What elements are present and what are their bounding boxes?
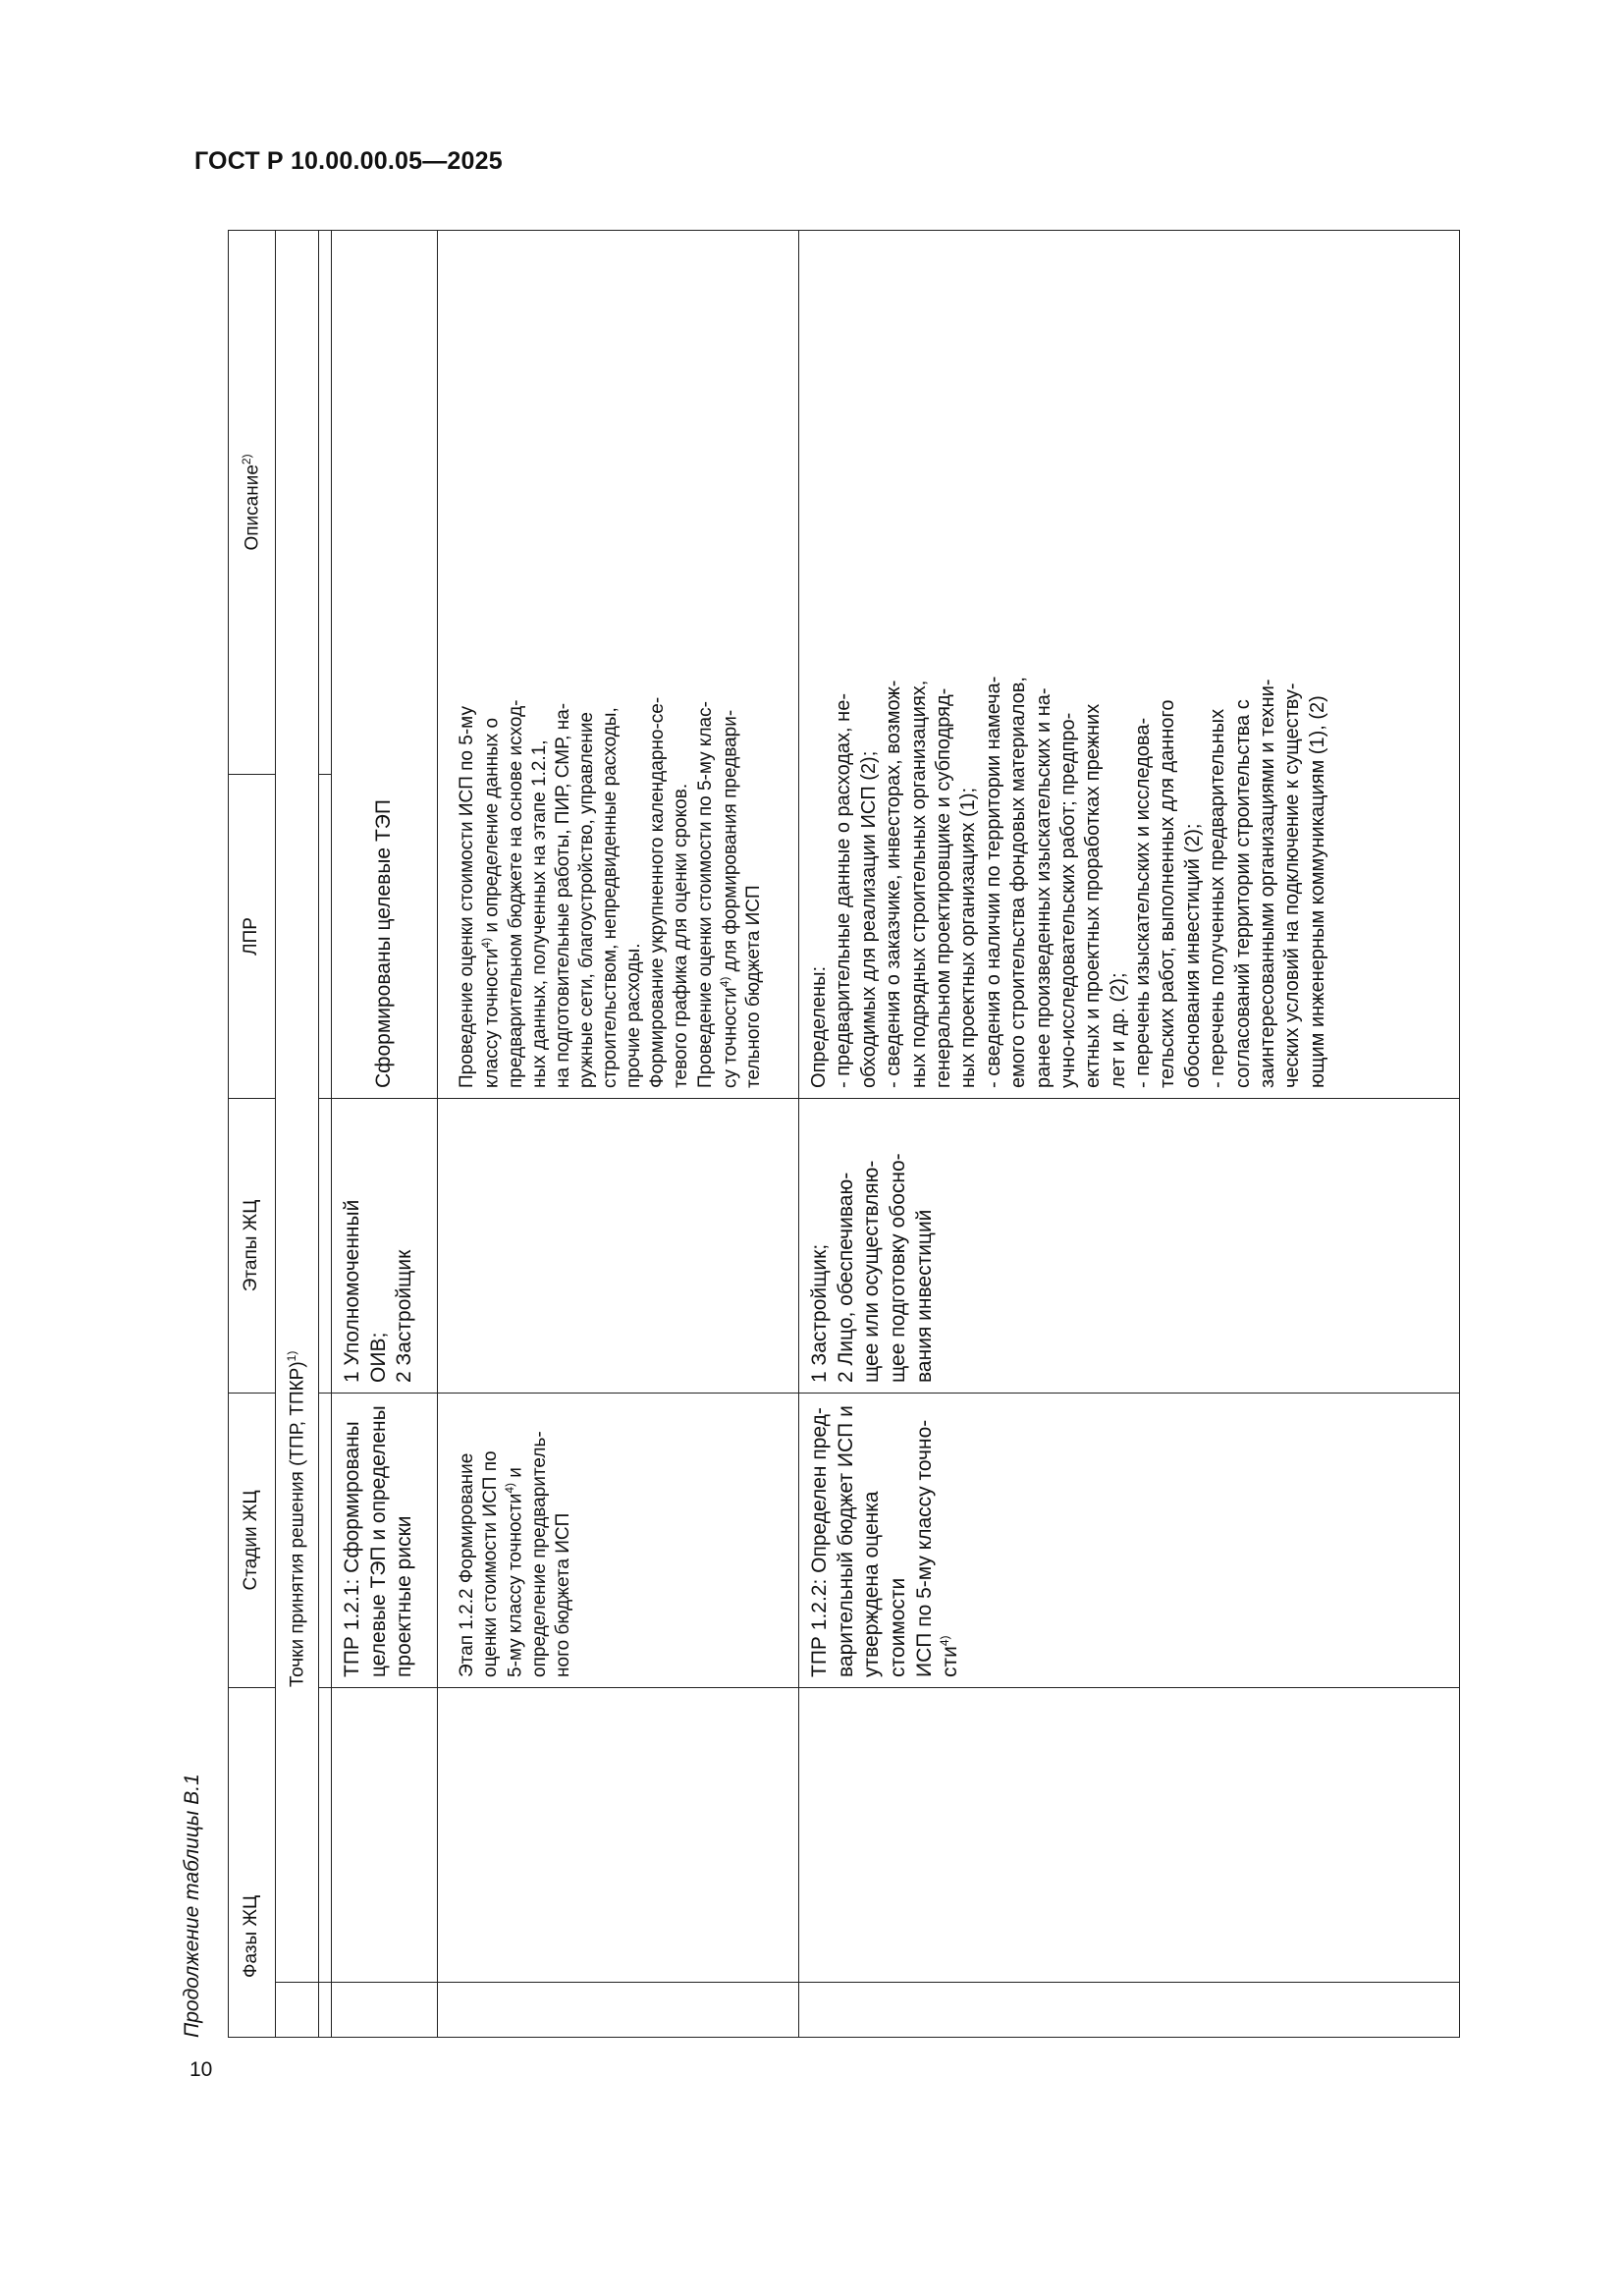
document-header: ГОСТ Р 10.00.00.05—2025: [194, 147, 503, 175]
lifecycle-table: [228, 230, 1460, 2038]
cell-lpr: 1 Застройщик; 2 Лицо, обеспечиваю- щее или осуществляю- щее подготовку обосно- вания инвестиций: [799, 1098, 1460, 1393]
table-header-row: [229, 230, 276, 2037]
rotated-table-area: [181, 231, 1460, 2038]
cell-phase: [799, 1983, 1460, 2038]
cell-tpr-1-2-1: ТПР 1.2.1: Сформированы целевые ТЭП и определены проектные риски: [332, 1393, 438, 1687]
cell-description: Проведение оценки стоимости ИСП по 5-му классу точности$^{4)}$ и определение данных о предварительном бюджете на основе исход- ных данных, полученных на этапе 1.2.1, на подготовительные работы, ПИР, СМР, на- ружные сети, благоустройство, управление строительством, непредвиденные расходы, прочие расходы. Формирование укрупненного календарно-се- тевого графика для оценки сроков. Проведение оценки стоимости по 5-му клас- су точности$^{4)}$ для формирования предвари- тельного бюджета ИСП: [438, 230, 799, 1098]
col-lpr: ЛПР: [229, 774, 276, 1098]
cell-stage: [332, 1687, 438, 1982]
cell-lpr: [438, 1098, 799, 1393]
table-subheader-row: [276, 230, 319, 2037]
subheader-blank: [276, 1983, 319, 2038]
cell-stage: [438, 1687, 799, 1982]
table-row: [332, 230, 438, 2037]
col-phases: Фазы ЖЦ: [229, 1687, 276, 2037]
col-stages: Стадии ЖЦ: [229, 1393, 276, 1687]
cell-description: Сформированы целевые ТЭП: [332, 230, 438, 1098]
cell-phase: [438, 1983, 799, 2038]
cell-lpr: 1 Уполномоченный ОИВ; 2 Застройщик: [332, 1098, 438, 1393]
table-caption: Продолжение таблицы В.1: [181, 1774, 203, 2038]
cell-phase: [332, 1983, 438, 2038]
table-row: [438, 230, 799, 2037]
cell-step-1-2-2: Этап 1.2.2 Формирование оценки стоимости ИСП по 5-му классу точности$^{4)}$ и определение предваритель- ного бюджета ИСП: [438, 1393, 799, 1687]
cell-tpr-1-2-2: ТПР 1.2.2: Определен пред- варительный бюджет ИСП и утверждена оценка стоимости ИСП по 5-му классу точно- сти$^{4)}$: [799, 1393, 1460, 1687]
subheader-decision-points: Точки принятия решения (ТПР, ТПКР)$^{1)}$: [276, 230, 319, 1982]
page-number: 10: [189, 2058, 213, 2081]
cell-stage: [799, 1687, 1460, 1982]
col-description: Описание$^{2)}$: [229, 230, 276, 774]
table-separator-row: [319, 230, 332, 2037]
col-steps: Этапы ЖЦ: [229, 1098, 276, 1393]
cell-description: Определены: - предварительные данные о расходах, не- обходимых для реализации ИСП (2); - сведения о заказчике, инвесторах, возмож- ных подрядных строительных организациях, генеральном проектировщике и субподряд- ных проектных организациях (1); - сведения о наличии по территории намеча- емого строительства фондовых материалов, ранее произведенных изыскательских и на- учно-исследовательских работ; предпро- ектных и проектных проработках прежних лет и др. (2); - перечень изыскательских и исследова- тельских работ, выполненных для данного обоснования инвестиций (2); - перечень полученных предварительных согласований территории строительства с заинтересованными организациями и техни- ческих условий на подключение к существу- ющим инженерным коммуникациям (1), (2): [799, 230, 1460, 1098]
table-row: [799, 230, 1460, 2037]
